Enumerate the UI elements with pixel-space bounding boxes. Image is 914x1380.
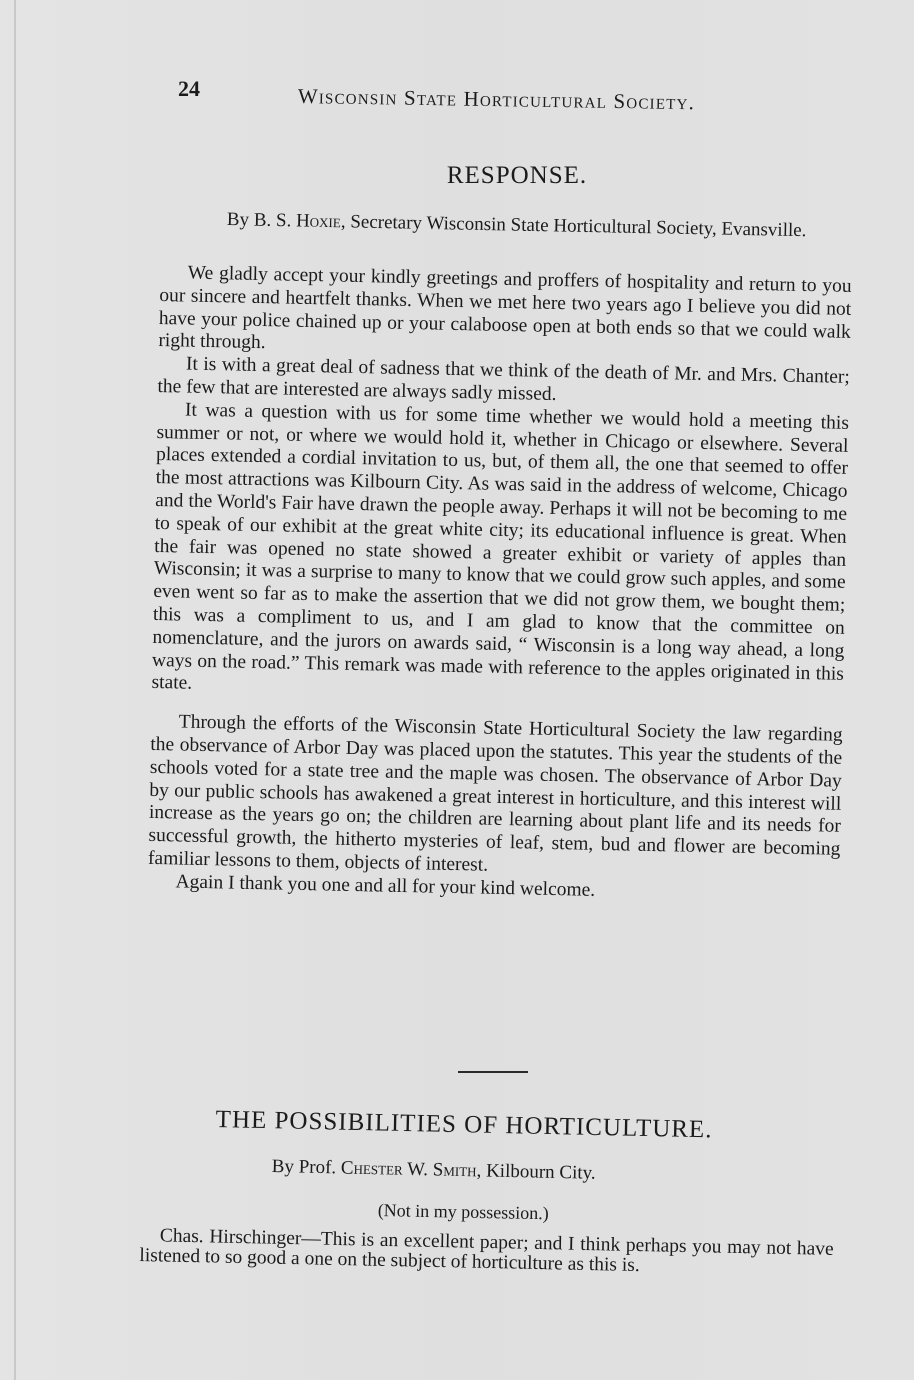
response-heading: RESPONSE. bbox=[446, 162, 588, 189]
response-body bbox=[147, 262, 852, 907]
paragraph: It was a question with us for some time whether we would hold a meeting this summer or not, or where we would hold it, whether in Chicago or elsewhere. Several places extended a cordial invitation to us, but, of them all, the one that seemed to offer the most attractions was Kilbourn City. As was said in the address of welcome, Chicago and the World's Fair have drawn the people away. Perhaps it will not be becoming to me to speak of our exhibit at the great white city; its educational influence is great. When the fair was opened no state showed a greater exhibit or variety of apples than Wisconsin; it was a surprise to many to know that we could grow such apples, and some even went so far as to make the assertion that we did not grow them, we bought them; this was a compliment to us, and I am glad to know that the committee on nomenclature, and the jurors on awards said, “ Wisconsin is a long way ahead, a long ways on the road.” This remark was made with reference to the apples originated in this state. bbox=[151, 399, 850, 695]
byline-author: B. S. Hoxie bbox=[253, 209, 342, 233]
section-title: THE POSSIBILITIES OF HORTICULTURE. bbox=[215, 1106, 713, 1144]
paragraph: Chas. Hirschinger—This is an excellent paper; and I think perhaps you may not have listened to so good a one on the subject of horticulture as this is. bbox=[139, 1225, 834, 1277]
editorial-note: (Not in my possession.) bbox=[377, 1200, 549, 1224]
discussion-text bbox=[139, 1226, 834, 1280]
paragraph: It is with a great deal of sadness that we think of the death of Mr. and Mrs. Chanter; the few that are interested are always sadly missed. bbox=[157, 353, 851, 405]
byline-author: Chester W. Smith bbox=[340, 1157, 477, 1182]
page-number: 24 bbox=[178, 76, 200, 101]
byline-place: , Kilbourn City. bbox=[476, 1160, 596, 1184]
byline-prefix: By bbox=[226, 209, 250, 231]
paragraph: We gladly accept your kindly greetings and proffers of hospitality and return to you our sincere and heartfelt thanks. When we met here two years ago I believe you did not have your police chained up or your calaboose open at both ends so that we could walk right through. bbox=[158, 262, 852, 354]
paragraph: Through the efforts of the Wisconsin State Horticultural Society the law regarding the observance of Arbor Day was placed upon the statutes. This year the students of the schools voted for a state tree and the maple was chosen. The observance of Arbor Day by our public schools has awakened a great interest in horticulture, and this interest will increase as the years go on; the children are learning about plant life and its needs for successful growth, the hitherto mysteries of leaf, stem, bud and flower are becoming familiar lessons to them, objects of interest. bbox=[147, 711, 843, 876]
section-divider bbox=[458, 1071, 528, 1073]
byline-prefix: By Prof. bbox=[271, 1156, 337, 1179]
section-byline bbox=[272, 1156, 596, 1185]
byline-affiliation: , Secretary Wisconsin State Horticultural Society, Evansville. bbox=[340, 211, 807, 242]
paragraph: Again I thank you one and all for your kind welcome. bbox=[175, 871, 596, 901]
page-edge bbox=[14, 0, 16, 1380]
running-title: Wisconsin State Horticultural Society. bbox=[297, 84, 696, 115]
response-byline bbox=[171, 204, 861, 247]
running-header bbox=[178, 76, 768, 116]
